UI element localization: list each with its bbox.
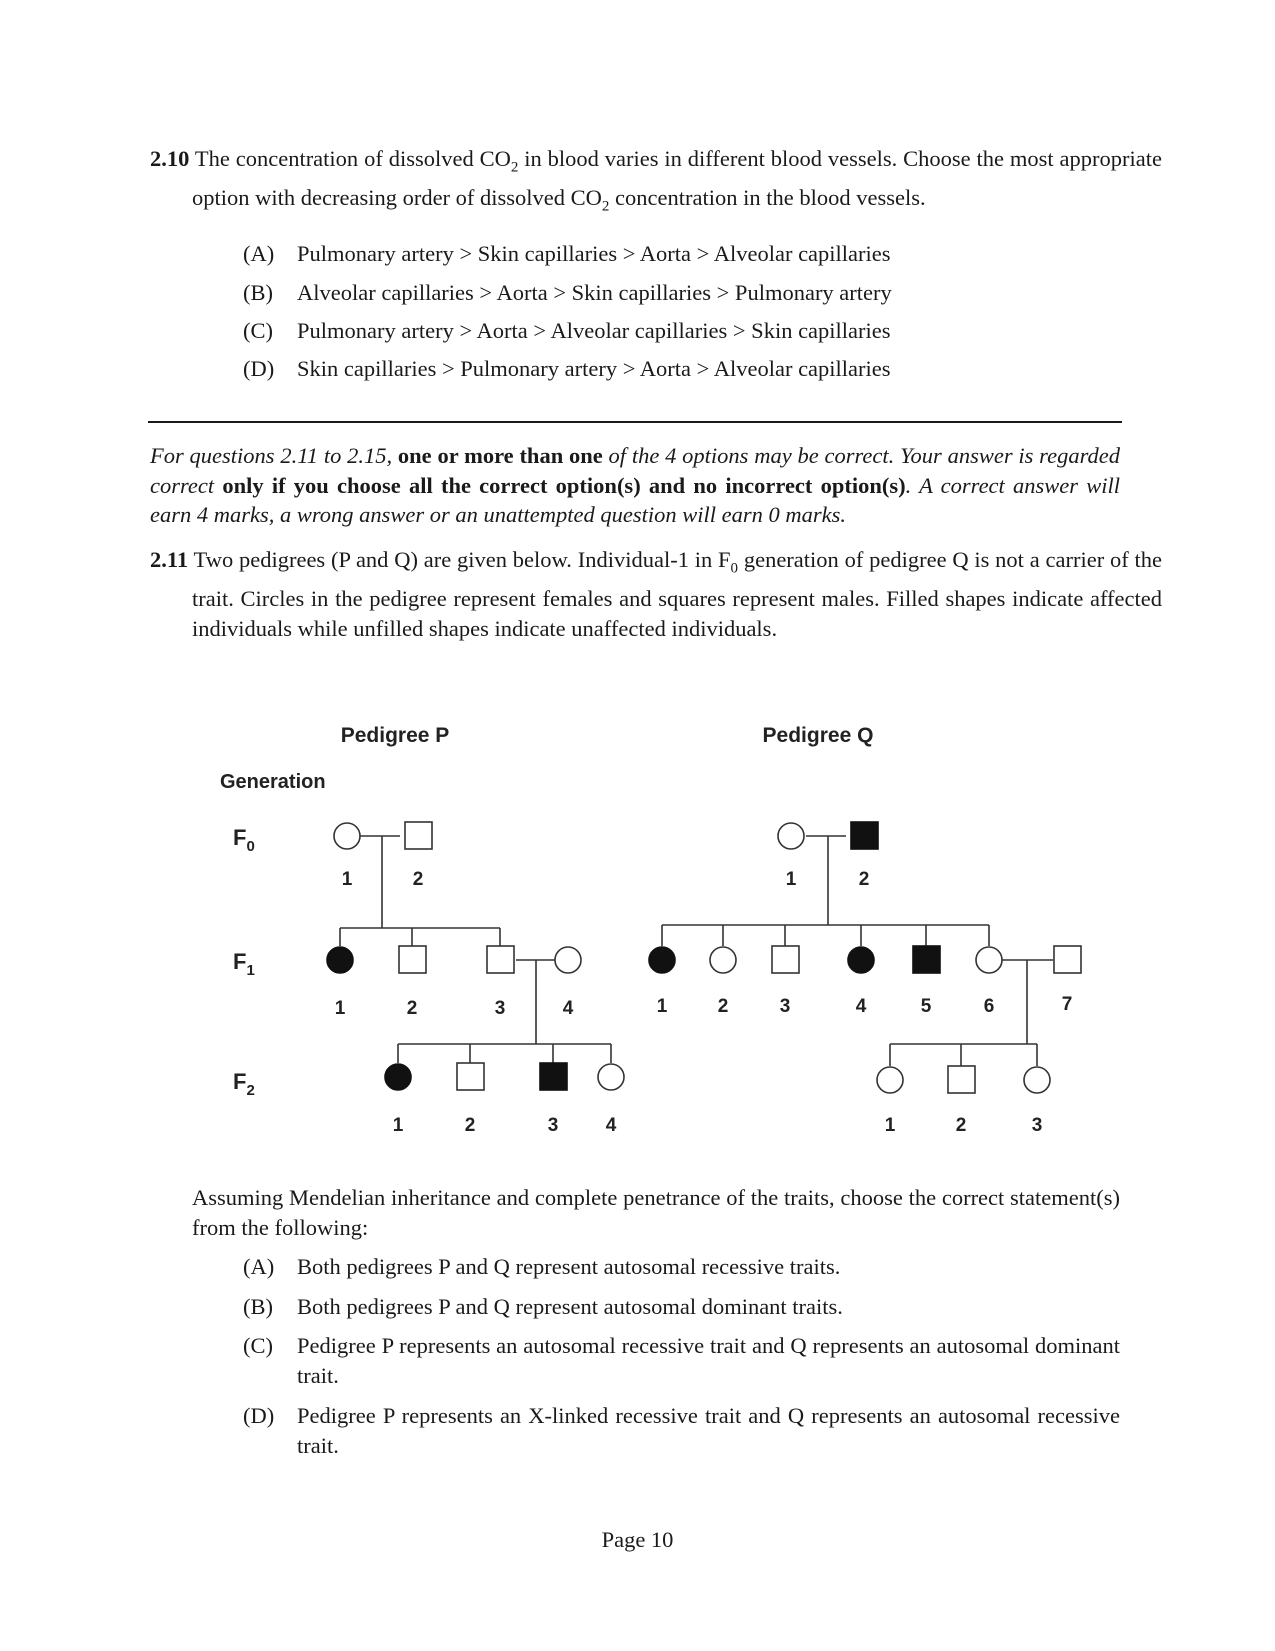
q-f0-1-female xyxy=(778,823,804,849)
generation-label: Generation xyxy=(220,771,326,793)
gen-f0-label: $F_0$ xyxy=(233,825,255,855)
page-number: Page 10 xyxy=(601,1527,674,1552)
pedigree-lines xyxy=(340,836,1053,1066)
question-2-11-stem: 2.11 Two pedigrees (P and Q) are given below. Individual-1 in $F_0$ generation of pedigree Q is not a carrier of the trait. Circles in the pedigree represent females and squares represent males. Filled shapes indicate affected individuals while unfilled shapes indicate unaffected individuals. xyxy=(150,547,1162,641)
p-f2-num: 1 xyxy=(392,1115,404,1136)
q210-option-c[interactable]: (C) Pulmonary artery > Aorta > Alveolar capillaries > Skin capillaries xyxy=(243,318,891,343)
p-f0-2-male xyxy=(405,822,432,849)
p-f0-num: 1 xyxy=(341,869,353,890)
p-f0-num: 2 xyxy=(412,869,424,890)
p-f1-num: 1 xyxy=(334,998,346,1019)
q210-option-b[interactable]: (B) Alveolar capillaries > Aorta > Skin capillaries > Pulmonary artery xyxy=(243,280,892,305)
q210-option-d[interactable]: (D) Skin capillaries > Pulmonary artery > Aorta > Alveolar capillaries xyxy=(243,356,891,381)
p-f2-num: 3 xyxy=(547,1115,559,1136)
q211-option-b[interactable]: (B) Both pedigrees P and Q represent autosomal dominant traits. xyxy=(243,1294,843,1319)
q-f1-num: 4 xyxy=(855,996,867,1017)
p-f1-1-female-affected xyxy=(327,947,353,973)
q-f0-num: 2 xyxy=(858,869,870,890)
q211-option-c[interactable]: (C) Pedigree P represents an autosomal recessive trait and Q represents an autosomal dominant trait. xyxy=(243,1333,1120,1388)
q-f1-1-female-affected xyxy=(649,947,675,973)
p-f1-num: 4 xyxy=(562,998,574,1019)
p-f2-num: 4 xyxy=(605,1115,617,1136)
p-f2-1-female-affected xyxy=(385,1064,411,1090)
q-f1-5-male-affected xyxy=(913,946,940,973)
q211-option-a[interactable]: (A) Both pedigrees P and Q represent autosomal recessive traits. xyxy=(243,1254,841,1279)
q-f1-3-male xyxy=(772,946,799,973)
q-f0-2-male-affected xyxy=(851,822,878,849)
q-f1-4-female-affected xyxy=(848,947,874,973)
q-f0-num: 1 xyxy=(785,869,797,890)
q-f1-num: 5 xyxy=(920,996,932,1017)
gen-f1-label: $F_1$ xyxy=(233,949,255,979)
p-f1-3-male xyxy=(487,946,514,973)
question-2-10-stem: 2.10 The concentration of dissolved $CO_2$ in blood varies in different blood vessels. Choose the most appropriate option with decreasing order of dissolved $CO_2$ concentration in the blood vessels. xyxy=(150,146,1162,215)
q-f1-num: 2 xyxy=(717,996,729,1017)
pedigree-figure xyxy=(0,690,1275,1140)
q-f1-num: 1 xyxy=(656,996,668,1017)
instructions: For questions 2.11 to 2.15, one or more than one of the 4 options may be correct. Your answer is regarded correct only if you choose all the correct option(s) and no incorrect option(s). A correct answer will earn 4 marks, a wrong answer or an unattempted question will earn 0 marks. xyxy=(150,443,1120,527)
q211-option-d[interactable]: (D) Pedigree P represents an X-linked recessive trait and Q represents an autosomal recessive trait. xyxy=(243,1403,1120,1458)
q210-option-a[interactable]: (A) Pulmonary artery > Skin capillaries > Aorta > Alveolar capillaries xyxy=(243,241,891,266)
q-f2-1-female xyxy=(877,1067,903,1093)
p-f2-3-male-affected xyxy=(540,1063,567,1090)
q-f1-num: 7 xyxy=(1061,994,1073,1015)
q-f1-2-female xyxy=(710,947,736,973)
q-f1-num: 6 xyxy=(983,996,995,1017)
p-f1-num: 3 xyxy=(494,998,506,1019)
p-f1-2-male xyxy=(399,946,426,973)
q-f1-7-male xyxy=(1054,946,1081,973)
p-f2-4-female xyxy=(598,1064,624,1090)
p-f1-4-female xyxy=(555,947,581,973)
q-f2-num: 1 xyxy=(884,1115,896,1136)
q-f1-num: 3 xyxy=(779,996,791,1017)
section-divider xyxy=(148,421,1122,423)
p-f1-num: 2 xyxy=(406,998,418,1019)
pedigree-p-title: Pedigree P xyxy=(340,724,450,747)
q-f2-3-female xyxy=(1024,1067,1050,1093)
gen-f2-label: $F_2$ xyxy=(233,1069,255,1099)
q-f2-num: 2 xyxy=(955,1115,967,1136)
question-number: 2.10 xyxy=(150,146,190,171)
question-number: 2.11 xyxy=(150,547,189,572)
p-f0-1-female xyxy=(334,823,360,849)
q-f2-num: 3 xyxy=(1031,1115,1043,1136)
p-f2-num: 2 xyxy=(464,1115,476,1136)
q-f2-2-male xyxy=(948,1066,975,1093)
pedigree-q-title: Pedigree Q xyxy=(762,724,874,747)
p-f2-2-male xyxy=(457,1063,484,1090)
q211-prompt: Assuming Mendelian inheritance and complete penetrance of the traits, choose the correct statement(s) from the following: xyxy=(192,1185,1120,1240)
q-f1-6-female xyxy=(976,947,1002,973)
